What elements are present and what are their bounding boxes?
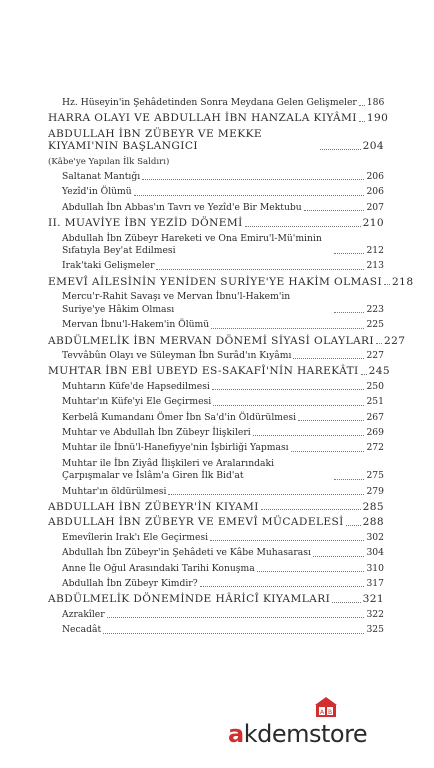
dot-leader bbox=[142, 179, 364, 180]
dot-leader bbox=[334, 479, 364, 480]
toc-title: Hz. Hüseyin'in Şehâdetinden Sonra Meydana Gelen Gelişmeler bbox=[62, 97, 357, 108]
dot-leader bbox=[334, 312, 364, 313]
dot-leader bbox=[212, 389, 365, 390]
toc-entry bbox=[48, 381, 384, 393]
toc-title: Muhtarın Küfe'de Hapsedilmesi bbox=[62, 380, 210, 392]
toc-title: HARRA OLAYI VE ABDULLAH İBN HANZALA KIYÂMI bbox=[48, 112, 357, 125]
dot-leader bbox=[211, 328, 364, 329]
dot-leader bbox=[291, 451, 365, 452]
toc-entry bbox=[48, 186, 384, 198]
toc-page-number: 225 bbox=[366, 319, 384, 331]
toc-entry bbox=[48, 532, 384, 544]
dot-leader bbox=[168, 494, 364, 495]
toc-entry bbox=[48, 97, 384, 109]
toc-page-number: 212 bbox=[366, 245, 384, 257]
toc-page-number: 223 bbox=[366, 303, 384, 315]
toc-entry bbox=[48, 624, 384, 636]
toc-entry bbox=[48, 458, 384, 483]
toc-page-number: 204 bbox=[362, 140, 384, 153]
toc-page-number: 251 bbox=[366, 396, 384, 408]
toc-title: ABDULLAH İBN ZÜBEYR VE EMEVÎ MÜCADELESİ bbox=[48, 516, 344, 529]
toc-page-number: 207 bbox=[366, 201, 384, 213]
brand-logo bbox=[228, 696, 408, 746]
toc-entry bbox=[48, 319, 384, 331]
toc-page-number: 218 bbox=[392, 275, 414, 288]
toc-page-number: 206 bbox=[366, 186, 384, 198]
toc-page-number: 325 bbox=[366, 624, 384, 636]
toc-title: MUHTAR İBN EBİ UBEYD ES-SAKAFÎ'NİN HAREKÂTI bbox=[48, 365, 359, 378]
dot-leader bbox=[156, 269, 364, 270]
dot-leader bbox=[245, 226, 361, 227]
dot-leader bbox=[359, 121, 365, 122]
toc-page-number: 227 bbox=[366, 349, 384, 361]
toc-title: Muhtar ile İbn Ziyâd İlişkileri ve Aralarındaki Çarpışmalar ve İslâm'a Giren İlk Bid'at bbox=[62, 457, 275, 482]
toc-page-number: 206 bbox=[366, 171, 384, 183]
toc-entry bbox=[48, 260, 384, 272]
toc-chapter bbox=[48, 128, 384, 153]
toc-title: Tevvâbûn Olayı ve Süleyman İbn Surâd'ın Kıyâmı bbox=[62, 349, 292, 361]
toc-chapter bbox=[48, 365, 391, 378]
toc-page-number: 250 bbox=[366, 380, 384, 392]
toc-title: ABDULLAH İBN ZÜBEYR'İN KIYAMI bbox=[48, 500, 259, 513]
dot-leader bbox=[361, 374, 367, 375]
toc-title: Azrakîler bbox=[62, 608, 105, 620]
toc-title: Muhtar'ın Küfe'yi Ele Geçirmesi bbox=[62, 396, 212, 408]
toc-entry bbox=[48, 486, 384, 498]
toc-chapter bbox=[48, 516, 384, 528]
toc-chapter bbox=[48, 112, 389, 125]
dot-leader bbox=[332, 602, 360, 603]
toc-page-number: 279 bbox=[366, 485, 384, 497]
toc-page-number: 186 bbox=[366, 97, 385, 108]
toc-note bbox=[48, 156, 384, 168]
toc-entry bbox=[48, 609, 384, 621]
toc-title: Kerbelâ Kumandanı Ömer İbn Sa'd'in Öldürülmesi bbox=[62, 411, 297, 423]
toc-page-number: 210 bbox=[362, 217, 384, 230]
dot-leader bbox=[376, 343, 382, 344]
table-of-contents bbox=[48, 97, 414, 640]
dot-leader bbox=[210, 540, 364, 541]
toc-title: Muhtar ve Abdullah İbn Zübeyr İlişkileri bbox=[62, 426, 251, 438]
dot-leader bbox=[107, 617, 365, 618]
toc-entry bbox=[48, 442, 384, 454]
dot-leader bbox=[334, 253, 364, 254]
toc-page-number: 272 bbox=[366, 442, 384, 454]
toc-chapter bbox=[48, 593, 384, 605]
toc-title: ABDÜLMELİK İBN MERVAN DÖNEMİ SİYASİ OLAYLARI bbox=[48, 334, 375, 347]
svg-text:A: A bbox=[319, 709, 325, 716]
toc-entry bbox=[48, 291, 384, 316]
toc-title: (Kâbe'ye Yapılan İlk Saldırı) bbox=[48, 156, 170, 167]
toc-page-number: 322 bbox=[366, 608, 384, 620]
dot-leader bbox=[253, 435, 365, 436]
dot-leader bbox=[304, 210, 365, 211]
toc-page-number: 321 bbox=[362, 593, 384, 606]
dot-leader bbox=[200, 586, 365, 587]
toc-page-number: 302 bbox=[366, 531, 384, 543]
toc-title: Abdullah İbn Zübeyr Kimdir? bbox=[62, 578, 198, 589]
toc-title: Mercu'r-Rahit Savaşı ve Mervan İbnu'l-Hakem'in Suriye'ye Hâkim Olması bbox=[62, 291, 291, 315]
dot-leader bbox=[261, 509, 361, 510]
dot-leader bbox=[298, 420, 364, 421]
dot-leader bbox=[134, 195, 365, 196]
toc-entry bbox=[48, 578, 384, 590]
toc-entry bbox=[48, 171, 384, 183]
toc-page-number: 275 bbox=[366, 470, 384, 482]
dot-leader bbox=[359, 105, 365, 106]
toc-page-number: 304 bbox=[366, 547, 384, 559]
toc-title: Muhtar'ın öldürülmesi bbox=[62, 485, 167, 497]
toc-entry bbox=[48, 233, 384, 258]
dot-leader bbox=[313, 556, 365, 557]
toc-entry bbox=[48, 412, 384, 424]
dot-leader bbox=[346, 525, 361, 526]
toc-title: Saltanat Mantığı bbox=[62, 171, 141, 183]
toc-chapter bbox=[48, 501, 384, 513]
dot-leader bbox=[257, 571, 365, 572]
toc-chapter bbox=[48, 275, 414, 288]
toc-entry bbox=[48, 202, 384, 214]
toc-title: EMEVÎ AİLESİNİN YENİDEN SURİYE'YE HAKİM OLMASI bbox=[48, 275, 383, 288]
svg-text:B: B bbox=[327, 709, 333, 716]
toc-title: Abdullah İbn Zübeyr Hareketi ve Ona Emiru'l-Mü'minin Sıfatıyla Bey'at Edilmesi bbox=[62, 232, 322, 257]
toc-title: Mervan İbnu'l-Hakem'in Ölümü bbox=[62, 319, 210, 331]
toc-title: Anne İle Oğul Arasındaki Tarihi Konuşma bbox=[62, 562, 255, 574]
dot-leader bbox=[384, 284, 390, 285]
toc-title: ABDULLAH İBN ZÜBEYR VE MEKKE KIYAMI'NIN BAŞLANGICI bbox=[48, 127, 263, 153]
toc-title: II. MUAVİYE İBN YEZİD DÖNEMİ bbox=[48, 217, 243, 230]
toc-page-number: 227 bbox=[384, 334, 406, 347]
toc-title: Emevîlerin Irak'ı Ele Geçirmesi bbox=[62, 531, 209, 543]
toc-title: Necadât bbox=[62, 624, 102, 636]
toc-entry bbox=[48, 350, 384, 362]
toc-title: Abdullah İbn Abbas'ın Tavrı ve Yezîd'e Bir Mektubu bbox=[62, 201, 302, 213]
toc-entry bbox=[48, 427, 384, 439]
toc-page-number: 190 bbox=[366, 112, 389, 125]
toc-title: Abdullah İbn Zübeyr'in Şehâdeti ve Kâbe Muhasarası bbox=[62, 547, 311, 559]
brand-name: akdemstore bbox=[228, 720, 368, 748]
toc-entry bbox=[48, 396, 384, 408]
dot-leader bbox=[103, 633, 364, 634]
toc-chapter bbox=[48, 334, 406, 347]
toc-title: Irak'taki Gelişmeler bbox=[62, 260, 155, 272]
toc-page-number: 245 bbox=[368, 365, 391, 378]
toc-page-number: 267 bbox=[366, 411, 384, 423]
toc-title: ABDÜLMELİK DÖNEMİNDE HÂRİCÎ KIYAMLARI bbox=[48, 593, 331, 606]
toc-page-number: 288 bbox=[362, 516, 384, 529]
toc-page-number: 213 bbox=[366, 260, 384, 272]
dot-leader bbox=[213, 405, 364, 406]
toc-title: Yezîd'in Ölümü bbox=[62, 186, 132, 198]
toc-page-number: 285 bbox=[362, 500, 384, 513]
toc-entry bbox=[48, 563, 384, 575]
toc-page-number: 269 bbox=[366, 426, 384, 438]
toc-entry bbox=[48, 547, 384, 559]
book-icon bbox=[314, 696, 338, 718]
dot-leader bbox=[293, 358, 364, 359]
toc-page-number: 310 bbox=[366, 562, 384, 574]
toc-title: Muhtar ile İbnü'l-Hanefiyye'nin İşbirliği Yapması bbox=[62, 442, 289, 454]
toc-page-number: 317 bbox=[366, 578, 384, 589]
toc-chapter bbox=[48, 217, 384, 229]
dot-leader bbox=[320, 149, 361, 150]
